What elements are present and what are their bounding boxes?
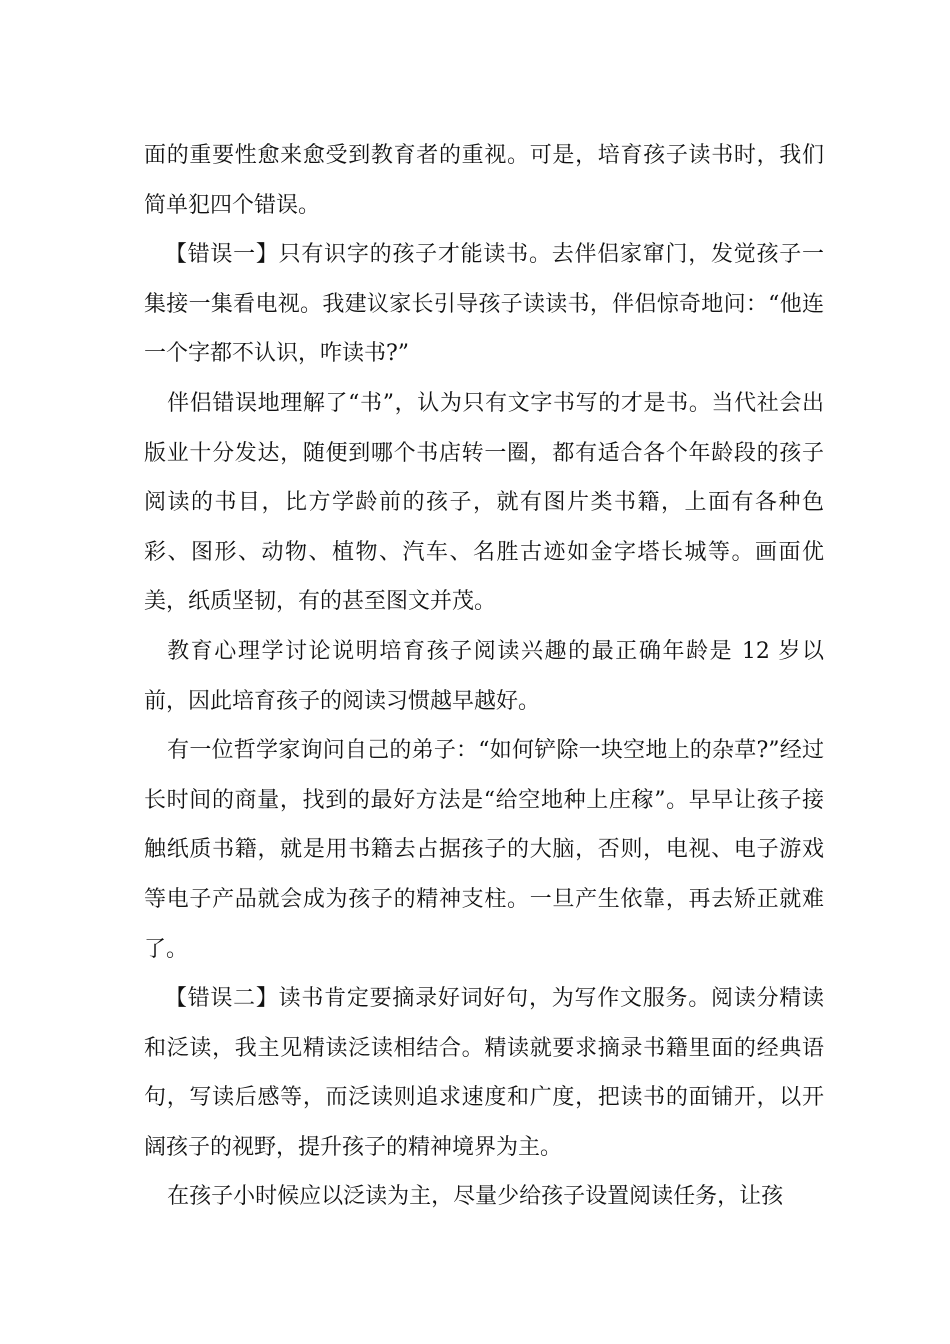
paragraph-error-one bbox=[144, 230, 824, 379]
paragraph-text: 教育心理学讨论说明培育孩子阅读兴趣的最正确年龄是 12 岁以前，因此培育孩子的阅读习惯越早越好。 bbox=[144, 638, 824, 714]
paragraph-text: 面的重要性愈来愈受到教育者的重视。可是，培育孩子读书时，我们简单犯四个错误。 bbox=[144, 143, 824, 218]
paragraph-text: 有一位哲学家询问自己的弟子：“如何铲除一块空地上的杂草?”经过长时间的商量，找到的最好方法是“给空地种上庄稼”。早早让孩子接触纸质书籍，就是用书籍去占据孩子的大脑，否则，电视、电子游戏等电子产品就会成为孩子的精神支柱。一旦产生依靠，再去矫正就难了。 bbox=[144, 738, 824, 962]
error-label: 【错误二】 bbox=[164, 986, 279, 1012]
error-label: 【错误一】 bbox=[164, 242, 279, 268]
document-body bbox=[144, 131, 824, 1222]
paragraph-book-definition bbox=[144, 379, 824, 627]
paragraph-extensive-reading bbox=[144, 1172, 824, 1222]
paragraph-philosopher bbox=[144, 726, 824, 974]
paragraph-text: 只有识字的孩子才能读书。去伴侣家窜门，发觉孩子一集接一集看电视。我建议家长引导孩子读读书，伴侣惊奇地问：“他连一个字都不认识，咋读书?” bbox=[144, 242, 824, 367]
paragraph-text: 伴侣错误地理解了“书”，认为只有文字书写的才是书。当代社会出版业十分发达，随便到哪个书店转一圈，都有适合各个年龄段的孩子阅读的书目，比方学龄前的孩子，就有图片类书籍，上面有各种色彩、图形、动物、植物、汽车、名胜古迹如金字塔长城等。画面优美，纸质坚韧，有的甚至图文并茂。 bbox=[144, 390, 824, 615]
paragraph-text: 在孩子小时候应以泛读为主，尽量少给孩子设置阅读任务，让孩 bbox=[167, 1184, 784, 1210]
paragraph-psychology bbox=[144, 627, 824, 726]
paragraph-error-two bbox=[144, 974, 824, 1172]
paragraph-text: 读书肯定要摘录好词好句，为写作文服务。阅读分精读和泛读，我主见精读泛读相结合。精读就要求摘录书籍里面的经典语句，写读后感等，而泛读则追求速度和广度，把读书的面铺开，以开阔孩子的视野，提升孩子的精神境界为主。 bbox=[144, 986, 824, 1160]
paragraph-continuation bbox=[144, 131, 824, 230]
